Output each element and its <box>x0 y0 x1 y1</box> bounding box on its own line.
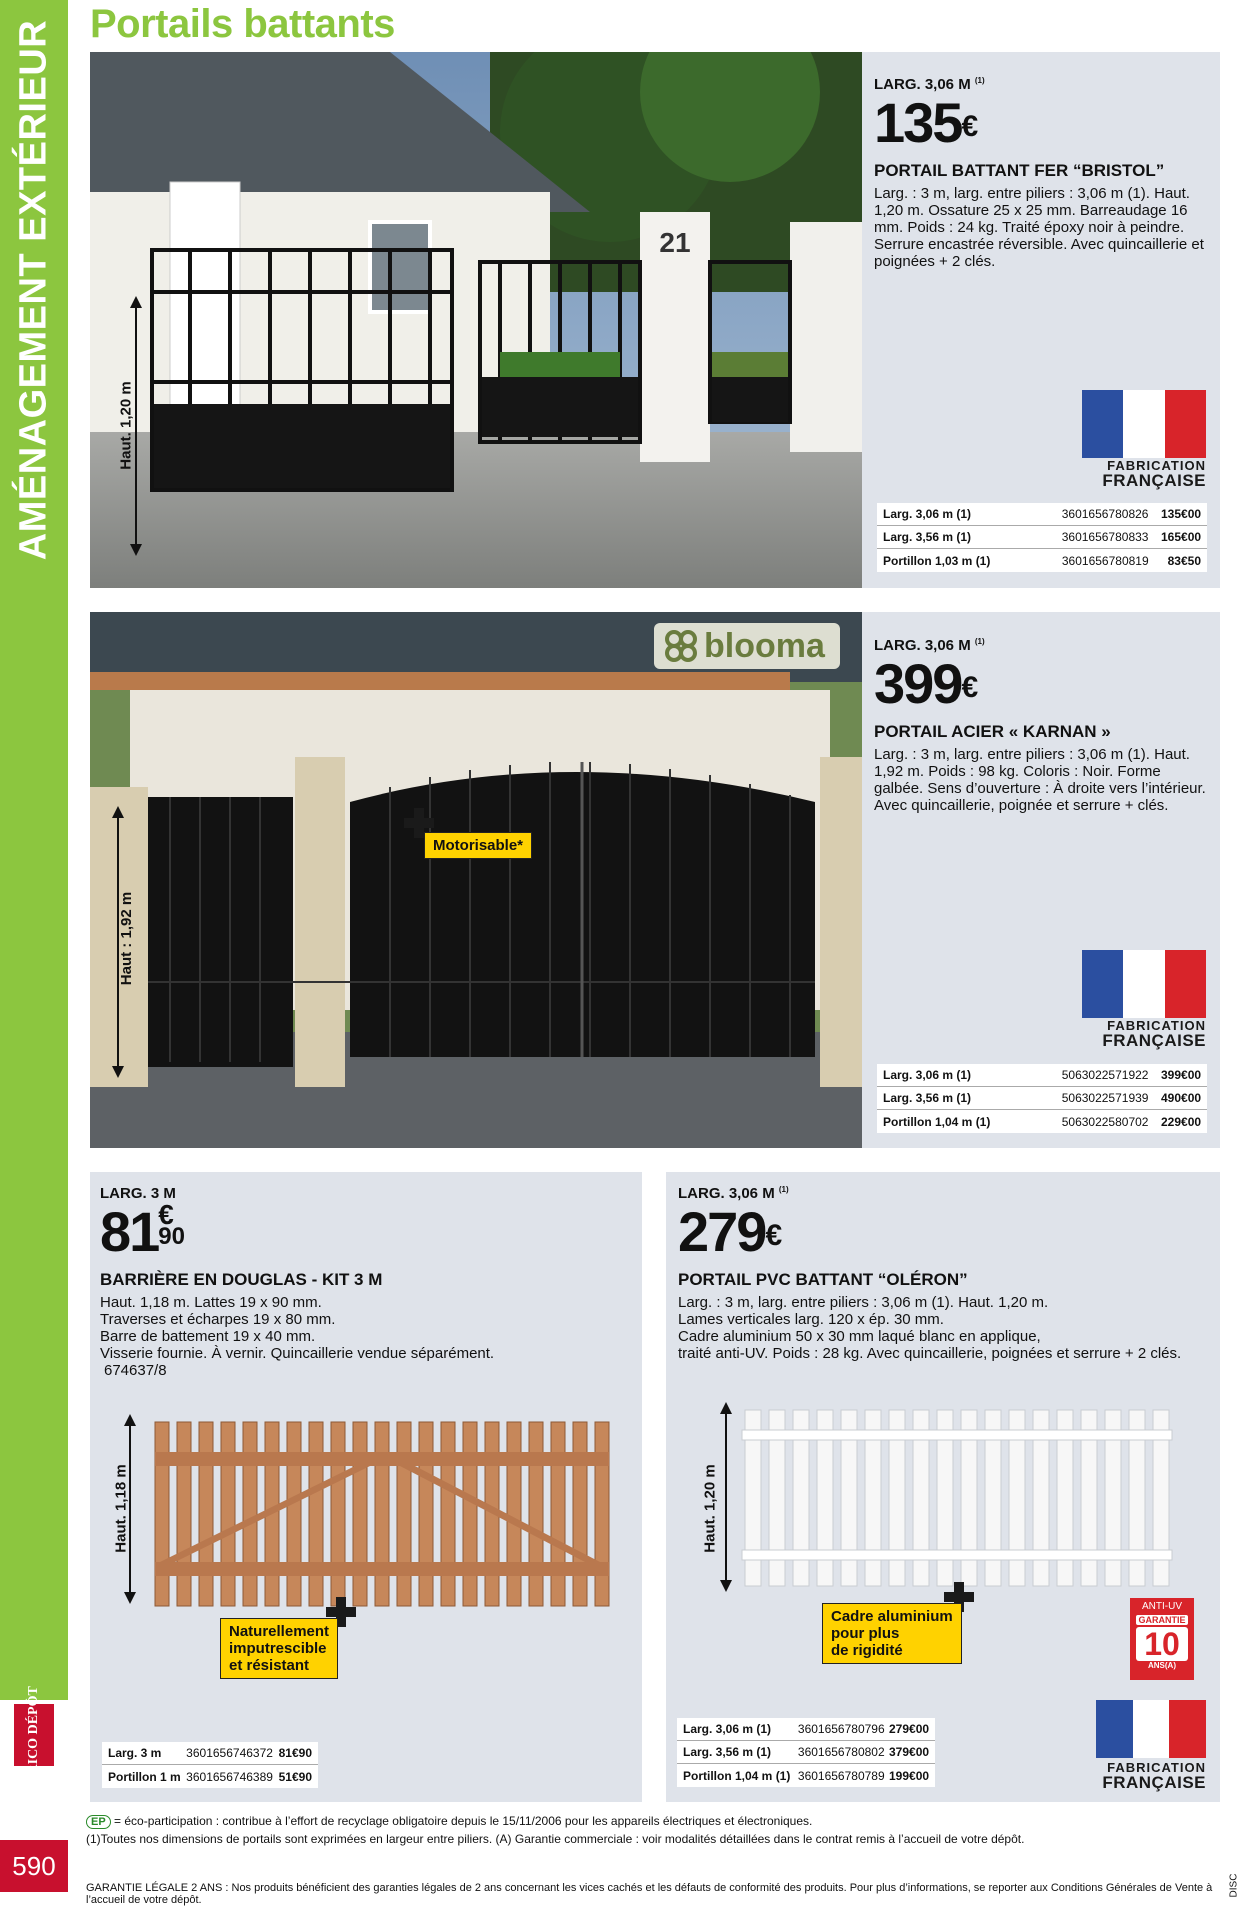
width-label: LARG. 3,06 M $^{(1)}$ <box>678 1185 789 1202</box>
product-description: Larg. : 3 m, larg. entre piliers : 3,06 m (1). Haut. 1,92 m. Poids : 98 kg. Coloris : Noir. Forme galbée. Sens d’ouverture : À droite vers l’intérieur. Avec quincaillerie, poignée et serrure + clés. <box>874 746 1206 814</box>
width-label: LARG. 3,06 M $^{(1)}$ <box>874 76 985 93</box>
height-label-oleron: Haut. 1,20 m <box>701 1464 719 1553</box>
page-number: 590 <box>0 1840 68 1892</box>
width-label: LARG. 3,06 M $^{(1)}$ <box>874 637 985 654</box>
disc-label: DISC <box>1228 1873 1240 1898</box>
oleron-callout: Cadre aluminium pour plus de rigidité <box>822 1603 962 1664</box>
bristol-gate-illustration <box>90 52 862 588</box>
product-info-bristol <box>874 76 1214 270</box>
french-flag-icon <box>1082 950 1206 1018</box>
section-title-container <box>0 0 68 580</box>
product-description: Haut. 1,18 m. Lattes 19 x 90 mm. Traverses et écharpes 19 x 80 mm. Barre de battement 19 x 40 mm. Visserie fournie. À vernir. Quincaillerie vendue séparément. 674637/8 <box>100 1294 495 1379</box>
page-title: Portails battants <box>90 2 395 46</box>
product-photo-karnan <box>90 612 862 1148</box>
karnan-gate-illustration <box>90 612 862 1148</box>
french-flag-icon <box>1082 390 1206 458</box>
price: 279€ <box>678 1200 783 1263</box>
product-description: Larg. : 3 m, larg. entre piliers : 3,06 m (1). Haut. 1,20 m. Lames verticales larg. 120 x ép. 30 mm. Cadre aluminium 50 x 30 mm laqué blanc en applique, traité anti-UV. Poids : 28 kg. Avec quincaillerie, poignées et serrure + 2 clés. <box>678 1294 1182 1362</box>
table-row: Larg. 3,56 m (1) 5063022571939 490€00 <box>877 1087 1207 1110</box>
table-row: Larg. 3,56 m (1) 3601656780833 165€00 <box>877 526 1207 549</box>
price-table-oleron <box>677 1718 935 1787</box>
product-info-oleron <box>678 1185 1218 1362</box>
product-description: Larg. : 3 m, larg. entre piliers : 3,06 m (1). Haut. 1,20 m. Ossature 25 x 25 mm. Barreaudage 16 mm. Poids : 24 kg. Traité époxy noir à peindre. Serrure encastrée réversible. Avec quincaillerie et poignées + 2 clés. <box>874 185 1204 270</box>
table-row: Portillon 1,04 m (1) 5063022580702 229€00 <box>883 1114 1202 1129</box>
made-in-france-label: FABRICATION FRANÇAISE <box>1102 1760 1206 1792</box>
french-flag-icon <box>1096 1700 1206 1758</box>
price-table-bristol <box>877 503 1207 572</box>
douglas-callout: Naturellement imputrescible et résistant <box>220 1618 338 1679</box>
product-info-karnan <box>874 637 1214 814</box>
brico-depot-logo <box>6 1686 62 1784</box>
legal-guarantee-note: GARANTIE LÉGALE 2 ANS : Nos produits bénéficient des garanties légales de 2 ans concernant les vices cachés et les défauts de conformité des produits. Pour plus d’informations, se reporter aux Conditions Générales de Vente à l’accueil de votre dépôt. <box>86 1882 1213 1906</box>
sidebar <box>0 0 68 1700</box>
table-row: Portillon 1,03 m (1) 3601656780819 83€50 <box>883 553 1201 568</box>
product-name: PORTAIL BATTANT FER “BRISTOL” <box>874 161 1165 180</box>
blooma-brand: blooma <box>704 626 825 665</box>
oleron-gate-illustration <box>690 1400 1200 1600</box>
price: 81 € 90 <box>100 1199 185 1263</box>
brand-line-2: DÉPÔT <box>26 1686 41 1735</box>
product-name: BARRIÈRE EN DOUGLAS - KIT 3 M <box>100 1270 383 1289</box>
product-photo-bristol <box>90 52 862 588</box>
price-table-douglas <box>102 1742 318 1788</box>
height-label-bristol: Haut. 1,20 m <box>117 381 135 470</box>
table-row: Portillon 1,04 m (1) 3601656780789 199€00 <box>683 1768 930 1783</box>
made-in-france-label: FABRICATION FRANÇAISE <box>1102 1018 1206 1050</box>
table-row: Larg. 3,06 m (1) 3601656780826 135€00 <box>877 503 1207 526</box>
eco-participation-note: EP = éco-participation : contribue à l’effort de recyclage obligatoire depuis le 15/11/2006 pour les appareils électriques et électroniques. <box>86 1814 812 1829</box>
douglas-fence-illustration <box>100 1412 630 1612</box>
price-table-karnan <box>877 1064 1207 1133</box>
height-label-douglas: Haut. 1,18 m <box>112 1464 130 1553</box>
motorisable-callout: Motorisable* <box>424 832 532 859</box>
table-row: Larg. 3,56 m (1) 3601656780802 379€00 <box>677 1741 935 1764</box>
made-in-france-label: FABRICATION FRANÇAISE <box>1102 458 1206 490</box>
product-info-douglas <box>100 1185 630 1379</box>
product-name: PORTAIL ACIER « KARNAN » <box>874 722 1111 741</box>
dimensions-note: (1)Toutes nos dimensions de portails sont exprimées en largeur entre piliers. (A) Garantie commerciale : voir modalités détaillées dans le contrat remis à l’accueil de votre dépôt. <box>86 1832 1025 1846</box>
height-label-karnan: Haut : 1,92 m <box>118 891 136 986</box>
table-row: Larg. 3,06 m (1) 5063022571922 399€00 <box>877 1064 1207 1087</box>
product-name: PORTAIL PVC BATTANT “OLÉRON” <box>678 1270 968 1289</box>
width-label: LARG. 3 M <box>100 1185 176 1202</box>
guarantee-badge: ANTI-UV GARANTIE 10 ANS(A) <box>1130 1598 1194 1680</box>
blooma-logo <box>654 623 840 669</box>
blooma-flower-icon <box>664 629 698 663</box>
table-row: Portillon 1 m 3601656746389 51€90 <box>108 1769 312 1784</box>
section-title: AMÉNAGEMENT EXTÉRIEUR <box>12 19 55 561</box>
price: 135€ <box>874 91 979 154</box>
price: 399€ <box>874 652 979 715</box>
ep-badge-icon: EP <box>86 1815 111 1829</box>
brand-line-1: BRICO <box>26 1737 41 1784</box>
table-row: Larg. 3 m 3601656746372 81€90 <box>102 1742 318 1765</box>
brand-name <box>27 1686 41 1784</box>
table-row: Larg. 3,06 m (1) 3601656780796 279€00 <box>677 1718 935 1741</box>
house-number: 21 <box>659 227 691 258</box>
